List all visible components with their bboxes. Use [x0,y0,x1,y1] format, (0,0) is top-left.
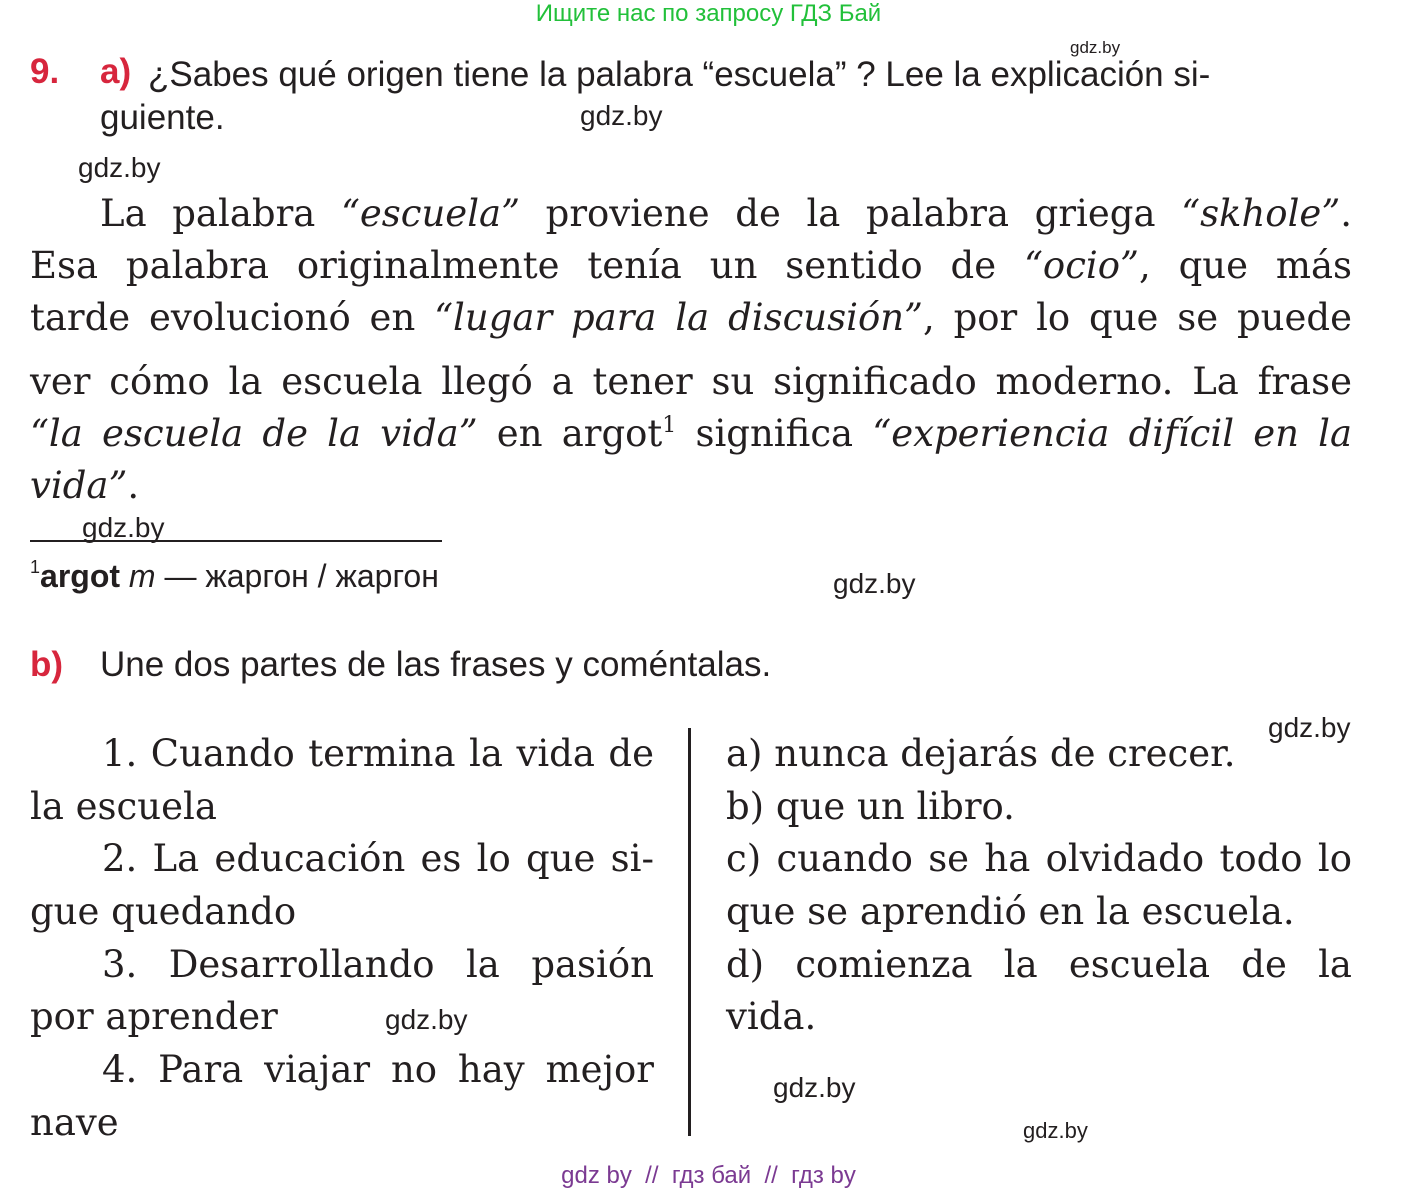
watermark: gdz.by [580,100,663,131]
part-a-instruction-line2: guiente. [100,98,225,137]
sentence-beginning-line: 1. Cuando termina la vida de [102,732,654,775]
sentence-ending-line: que se aprendió en la escuela. [726,890,1295,934]
part-a-label: a) [100,52,132,91]
column-divider [688,728,691,1136]
sentence-beginning-line: gue quedando [30,890,297,934]
watermark: gdz.by [385,1004,468,1035]
watermark: gdz.by [773,1072,856,1103]
sentence-beginning-line: por aprender [30,995,278,1039]
paragraph-line: vida”. [30,464,140,507]
sentence-beginning-line: 4. Para viajar no hay mejor [102,1048,654,1092]
watermark: gdz.by [82,512,165,543]
sentence-beginning-line: 3. Desarrollando la pasión [102,942,654,986]
paragraph-line: “la escuela de la vida” en argot$^1$ significa “experiencia difícil en la [30,412,1353,455]
sentence-beginning-line: la escuela [30,784,217,828]
part-b-instruction: Une dos partes de las frases y coméntalas. [100,645,772,684]
footnote-gender: m [128,558,156,594]
sentence-beginning-line: 2. La educación es lo que si- [102,837,654,881]
paragraph-line: tarde evolucionó en “lugar para la discusión”, por lo que se puede [30,296,1352,339]
paragraph-line: La palabra “escuela” proviene de la palabra griega “skhole”. [100,192,1352,235]
footnote-divider [30,540,442,542]
part-a-instruction-line1: ¿Sabes qué origen tiene la palabra “escuela” ? Lee la explicación si- [148,55,1211,94]
watermark: gdz.by [78,152,161,183]
watermark: gdz.by [1023,1118,1088,1143]
search-banner: Ищите нас по запросу ГДЗ Бай [535,0,882,27]
footnote-term: argot [40,558,121,594]
sentence-endings [726,728,1352,1044]
watermark: gdz.by [833,568,916,599]
sentence-ending-line: a) nunca dejarás de crecer. [726,732,1236,775]
sentence-ending-line: vida. [726,995,817,1039]
etymology-paragraph [30,188,1352,512]
sentence-ending-line: b) que un libro. [726,784,1015,828]
sentence-beginnings [30,728,654,1150]
footer-links: gdz by // гдз бай // гдз by [561,1162,856,1189]
footnote: $^1$argot m — жаргон / жаргон [30,557,439,594]
sentence-ending-line: c) cuando se ha olvidado todo lo [726,837,1352,881]
sentence-ending-line: d) comienza la escuela de la [726,942,1352,986]
footnote-marker: 1 [662,413,677,438]
watermark: gdz.by [1268,712,1351,743]
exercise-number: 9. [30,52,60,91]
sentence-beginning-line: nave [30,1100,119,1144]
watermark: gdz.by [1070,38,1121,57]
footnote-translation: — жаргон / жаргон [155,558,439,594]
paragraph-line: ver cómo la escuela llegó a tener su significado moderno. La frase [30,360,1352,403]
part-b-label: b) [30,645,64,684]
paragraph-line: Esa palabra originalmente tenía un sentido de “ocio”, que más [30,244,1353,287]
